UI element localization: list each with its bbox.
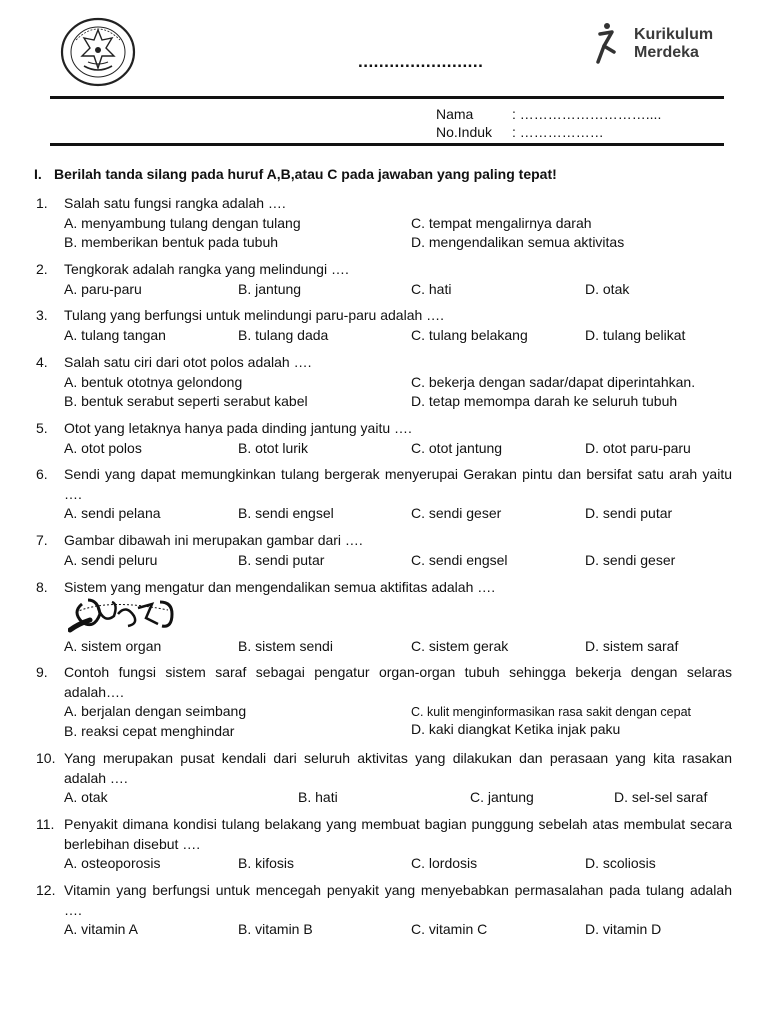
option-d[interactable]: D. sendi putar <box>585 505 673 521</box>
name-label: Nama <box>436 106 474 122</box>
question-6 <box>36 465 732 524</box>
option-c[interactable]: C. sendi engsel <box>411 551 508 568</box>
question-stem: Yang merupakan pusat kendali dari seluruh aktivitas yang dilakukan dan perasaan yang kita rasakan adalah …. <box>64 750 732 786</box>
option-c[interactable]: C. sistem gerak <box>411 637 509 654</box>
option-d[interactable]: D. sendi geser <box>585 551 676 568</box>
option-b[interactable]: B. kifosis <box>238 855 295 871</box>
section-instruction <box>34 166 557 182</box>
question-stem: Sendi yang dapat memungkinkan tulang bergerak menyerupai Gerakan pintu dan bersifat satu arah yaitu …. <box>64 466 732 502</box>
question-9 <box>36 663 732 741</box>
option-d[interactable]: D. mengendalikan semua aktivitas <box>411 234 625 250</box>
question-number: 12. <box>36 882 56 898</box>
option-c[interactable]: C. jantung <box>470 789 534 805</box>
option-c[interactable]: C. tulang belakang <box>411 326 528 343</box>
option-c[interactable]: C. sendi geser <box>411 505 502 521</box>
option-b[interactable]: B. hati <box>298 789 338 805</box>
option-b[interactable]: B. bentuk serabut seperti serabut kabel <box>64 393 308 409</box>
id-number-label: No.Induk <box>436 124 493 140</box>
brand-line-2: Merdeka <box>634 44 699 61</box>
option-a[interactable]: A. paru-paru <box>64 280 142 297</box>
option-c[interactable]: C. kulit menginformasikan rasa sakit dengan cepat <box>411 705 692 719</box>
option-a[interactable]: A. otak <box>64 789 108 805</box>
option-a[interactable]: A. sistem organ <box>64 637 162 654</box>
question-stem: Contoh fungsi sistem saraf sebagai pengatur organ-organ tubuh sehingga bekerja dengan selaras adalah…. <box>64 664 732 700</box>
option-b[interactable]: B. reaksi cepat menghindar <box>64 722 235 739</box>
bone-joint-image <box>68 594 176 636</box>
brand-text <box>634 26 713 62</box>
option-d[interactable]: D. sistem saraf <box>585 637 679 654</box>
option-b[interactable]: B. vitamin B <box>238 921 313 937</box>
option-a[interactable]: A. menyambung tulang dengan tulang <box>64 214 301 231</box>
question-stem: Tengkorak adalah rangka yang melindungi …. <box>64 261 349 277</box>
question-number: 4. <box>36 354 48 370</box>
brand-line-1: Kurikulum <box>634 26 714 43</box>
option-d[interactable]: D. scoliosis <box>585 855 656 871</box>
question-number: 6. <box>36 466 48 482</box>
name-field[interactable]: : ……………………….... <box>512 106 662 122</box>
question-stem: Salah satu ciri dari otot polos adalah …. <box>64 354 312 370</box>
option-b[interactable]: B. memberikan bentuk pada tubuh <box>64 234 279 250</box>
exam-title-placeholder: ........................ <box>358 52 484 71</box>
question-number: 11. <box>36 816 55 832</box>
option-c[interactable]: C. vitamin C <box>411 921 488 937</box>
question-2 <box>36 260 732 299</box>
option-c[interactable]: C. hati <box>411 280 452 297</box>
question-stem: Salah satu fungsi rangka adalah …. <box>64 195 286 211</box>
question-12 <box>36 881 732 940</box>
option-a[interactable]: A. sendi peluru <box>64 551 158 568</box>
student-identity <box>436 105 661 141</box>
option-d[interactable]: D. vitamin D <box>585 921 662 937</box>
question-5 <box>36 419 732 458</box>
question-stem: Gambar dibawah ini merupakan gambar dari …. <box>64 532 363 548</box>
question-number: 3. <box>36 307 48 323</box>
id-number-field[interactable]: : ……………… <box>512 124 604 140</box>
option-a[interactable]: A. osteoporosis <box>64 855 161 871</box>
option-d[interactable]: D. kaki diangkat Ketika injak paku <box>411 720 621 737</box>
option-a[interactable]: A. sendi pelana <box>64 505 161 521</box>
option-b[interactable]: B. sendi engsel <box>238 505 334 521</box>
option-a[interactable]: A. vitamin A <box>64 921 138 937</box>
question-3 <box>36 306 732 345</box>
question-number: 9. <box>36 664 48 680</box>
option-d[interactable]: D. otak <box>585 280 630 297</box>
option-c[interactable]: C. bekerja dengan sadar/dapat diperintahkan. <box>411 373 696 390</box>
option-d[interactable]: D. tetap memompa darah ke seluruh tubuh <box>411 393 678 409</box>
question-1 <box>36 194 732 253</box>
tut-wuri-handayani-seal <box>58 16 138 88</box>
question-number: 10. <box>36 750 56 766</box>
question-11 <box>36 815 732 874</box>
header-rule-top <box>50 96 724 99</box>
option-a[interactable]: A. tulang tangan <box>64 326 166 343</box>
option-b[interactable]: B. sistem sendi <box>238 637 333 654</box>
option-b[interactable]: B. sendi putar <box>238 551 325 568</box>
question-7 <box>36 531 732 570</box>
question-stem: Tulang yang berfungsi untuk melindungi paru-paru adalah …. <box>64 307 445 323</box>
question-4 <box>36 353 732 412</box>
question-number: 2. <box>36 261 48 277</box>
option-d[interactable]: D. sel-sel saraf <box>614 789 708 805</box>
question-stem: Vitamin yang berfungsi untuk mencegah penyakit yang menyebabkan permasalahan pada tulang adalah …. <box>64 882 732 918</box>
option-b[interactable]: B. jantung <box>238 280 302 297</box>
option-a[interactable]: A. berjalan dengan seimbang <box>64 703 247 719</box>
option-b[interactable]: B. otot lurik <box>238 439 309 456</box>
option-d[interactable]: D. otot paru-paru <box>585 439 691 456</box>
option-c[interactable]: C. lordosis <box>411 855 478 871</box>
question-number: 8. <box>36 579 48 595</box>
option-a[interactable]: A. bentuk ototnya gelondong <box>64 373 243 390</box>
option-b[interactable]: B. tulang dada <box>238 326 329 343</box>
question-10 <box>36 749 732 808</box>
question-stem: Otot yang letaknya hanya pada dinding jantung yaitu …. <box>64 420 412 436</box>
question-number: 1. <box>36 195 48 211</box>
option-a[interactable]: A. otot polos <box>64 439 142 456</box>
question-stem: Sistem yang mengatur dan mengendalikan semua aktifitas adalah …. <box>64 579 496 595</box>
question-number: 5. <box>36 420 48 436</box>
instruction-text: Berilah tanda silang pada huruf A,B,atau C pada jawaban yang paling tepat! <box>54 166 557 182</box>
option-d[interactable]: D. tulang belikat <box>585 326 686 343</box>
section-number: I. <box>34 166 42 182</box>
question-number: 7. <box>36 532 48 548</box>
option-c[interactable]: C. otot jantung <box>411 439 503 456</box>
option-c[interactable]: C. tempat mengalirnya darah <box>411 214 592 231</box>
header-rule-bottom <box>50 143 724 146</box>
question-stem: Penyakit dimana kondisi tulang belakang yang membuat bagian punggung sebelah atas membulat secara berlebihan disebut …. <box>64 816 732 852</box>
